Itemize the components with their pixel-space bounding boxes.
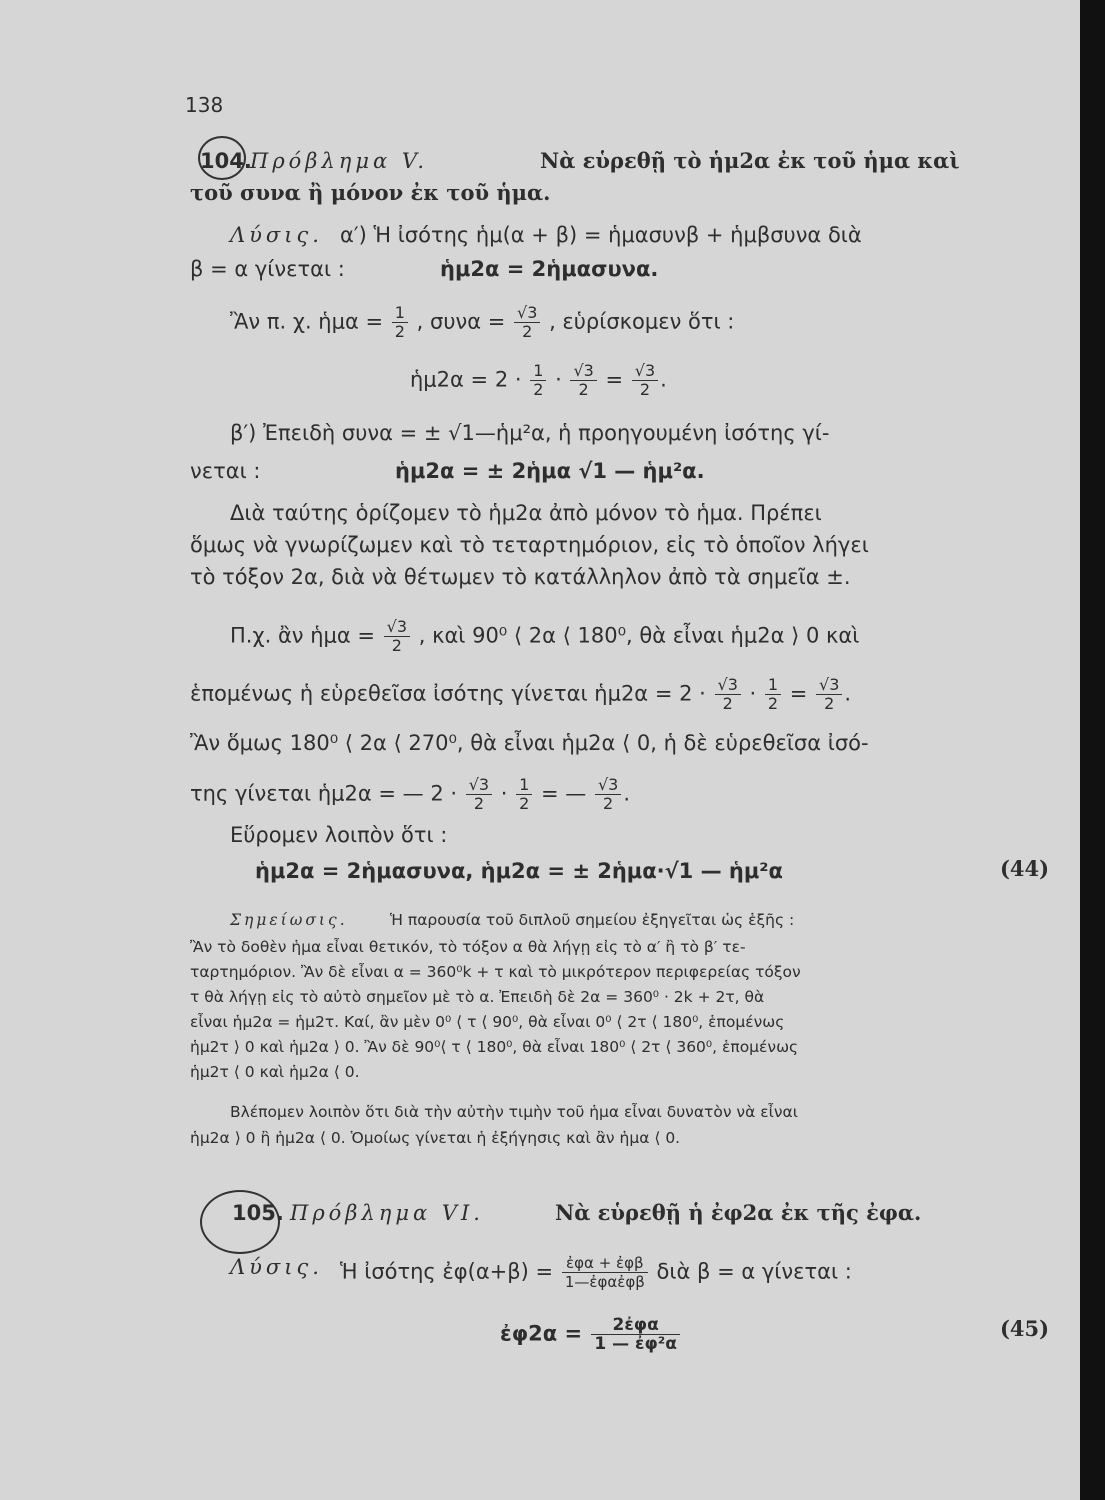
- text-line-11: ἑπομένως ἡ εὑρεθεῖσα ἰσότης γίνεται ἡμ2α = 2 · $\frac{√3}{2}$ · $\frac{1}{2}$ = $\frac{√3}{2}$ .: [190, 675, 852, 713]
- text-3b: , συνα =: [416, 309, 506, 334]
- text-line-13: της γίνεται ἡμ2α = — 2 · $\frac{√3}{2}$ · $\frac{1}{2}$ = — $\frac{√3}{2}$ .: [190, 775, 631, 813]
- note-line-8: Βλέπομεν λοιπὸν ὅτι διὰ τὴν αὐτὴν τιμὴν τοῦ ἡμα εἶναι δυνατὸν νὰ εἶναι: [230, 1103, 798, 1121]
- formula-tan2a: ἐφ2α = $\frac{\text{2ἐφα}}{\text{1 — ἐφ²α}}$: [500, 1316, 682, 1353]
- formula-summary: ἡμ2α = 2ἡμασυνα, ἡμ2α = ± 2ἡμα·√1 — ἡμ²α: [255, 859, 783, 883]
- note-line-5: εἶναι ἡμ2α = ἡμ2τ. Καί, ἂν μὲν 0⁰ ⟨ τ ⟨ 90⁰, θὰ εἶναι 0⁰ ⟨ 2τ ⟨ 180⁰, ἑπομένως: [190, 1013, 785, 1031]
- problem-105-number: 105.: [232, 1201, 284, 1225]
- problem-105-title: Νὰ εὑρεθῇ ἡ ἐφ2α ἐκ τῆς ἐφα.: [555, 1200, 922, 1225]
- note-line-1: Ἡ παρουσία τοῦ διπλοῦ σημείου ἐξηγεῖται ὡς ἑξῆς :: [390, 911, 795, 929]
- note-line-9: ἡμ2α ⟩ 0 ἢ ἡμ2α ⟨ 0. Ὁμοίως γίνεται ἡ ἐξήγησις καὶ ἂν ἡμα ⟨ 0.: [190, 1129, 681, 1147]
- problem-104-title-2: τοῦ συνα ἢ μόνον ἐκ τοῦ ἡμα.: [190, 180, 551, 205]
- fraction-c: $\frac{√3}{2}$: [632, 362, 658, 399]
- problem-105-label: Πρόβλημα VI.: [290, 1201, 484, 1225]
- text-line-12: Ἂν ὅμως 180⁰ ⟨ 2α ⟨ 270⁰, θὰ εἶναι ἡμ2α ⟨ 0, ἡ δὲ εὑρεθεῖσα ἰσό-: [190, 731, 869, 755]
- note-line-3: ταρτημόριον. Ἂν δὲ εἶναι α = 360⁰k + τ καὶ τὸ μικρότερον περιφερείας τόξον: [190, 963, 801, 981]
- fraction-sqrt3-half: $\frac{√3}{2}$: [514, 304, 540, 341]
- equation-number-45: (45): [1000, 1316, 1050, 1341]
- text-line-1: α′) Ἡ ἰσότης ἡμ(α + β) = ἡμασυνβ + ἡμβσυνα διὰ: [340, 223, 862, 247]
- note-line-4: τ θὰ λήγῃ εἰς τὸ αὐτὸ σημεῖον μὲ τὸ α. Ἐπειδὴ δὲ 2α = 360⁰ · 2k + 2τ, θὰ: [190, 988, 765, 1006]
- note-line-6: ἡμ2τ ⟩ 0 καὶ ἡμ2α ⟩ 0. Ἂν δὲ 90⁰⟨ τ ⟨ 180⁰, θὰ εἶναι 180⁰ ⟨ 2τ ⟨ 360⁰, ἑπομένως: [190, 1038, 799, 1056]
- fraction-h: $\frac{√3}{2}$: [466, 776, 492, 813]
- equation-number-44: (44): [1000, 856, 1050, 881]
- fraction-tan2a: $\frac{\text{2ἐφα}}{\text{1 — ἐφ²α}}$: [591, 1316, 680, 1353]
- fraction-d: $\frac{√3}{2}$: [384, 618, 410, 655]
- problem-104-label: Πρόβλημα V.: [250, 149, 429, 173]
- text-line-4: ἡμ2α = 2 · $\frac{1}{2}$ · $\frac{√3}{2}$ = $\frac{√3}{2}$ .: [410, 361, 667, 399]
- fraction-one-half: $\frac{1}{2}$: [392, 304, 408, 341]
- fraction-tan-sum: $\frac{\text{ἐφα + ἐφβ}}{\text{1—ἐφαἐφβ}}$: [562, 1254, 648, 1291]
- problem-104-title-1: Νὰ εὑρεθῇ τὸ ἡμ2α ἐκ τοῦ ἡμα καὶ: [540, 148, 960, 173]
- text-line-9: τὸ τόξον 2α, διὰ νὰ θέτωμεν τὸ κατάλληλον ἀπὸ τὰ σημεῖα ±.: [190, 565, 851, 589]
- formula-sin2a: ἡμ2α = 2ἡμασυνα.: [440, 257, 659, 281]
- text-line-14: Εὕρομεν λοιπὸν ὅτι :: [230, 823, 448, 847]
- page-number: 138: [185, 93, 224, 117]
- text-line-5: β′) Ἐπειδὴ συνα = ± √1—ἡμ²α, ἡ προηγουμένη ἰσότης γί-: [230, 421, 830, 445]
- text-4a: ἡμ2α = 2 ·: [410, 367, 522, 392]
- page-edge-shadow: [1080, 0, 1105, 1500]
- note-line-2: Ἂν τὸ δοθὲν ἡμα εἶναι θετικόν, τὸ τόξον α θὰ λήγῃ εἰς τὸ α′ ἢ τὸ β′ τε-: [190, 938, 746, 956]
- fraction-e: $\frac{√3}{2}$: [715, 676, 741, 713]
- solution-105-text: Ἡ ἰσότης ἐφ(α+β) = $\frac{\text{ἐφα + ἐφβ}}{\text{1—ἐφαἐφβ}}$ διὰ β = α γίνεται :: [340, 1254, 852, 1291]
- text-3c: , εὑρίσκομεν ὅτι :: [549, 309, 735, 334]
- fraction-i: $\frac{1}{2}$: [516, 776, 532, 813]
- note-line-7: ἡμ2τ ⟨ 0 καὶ ἡμ2α ⟨ 0.: [190, 1063, 360, 1081]
- note-label: Σημείωσις.: [230, 911, 348, 929]
- formula-sin2a-sqrt: ἡμ2α = ± 2ἡμα √1 — ἡμ²α.: [395, 459, 705, 483]
- fraction-a: $\frac{1}{2}$: [530, 362, 546, 399]
- solution-105-label: Λύσις.: [230, 1255, 323, 1279]
- fraction-g: $\frac{√3}{2}$: [816, 676, 842, 713]
- text-line-6a: νεται :: [190, 459, 261, 483]
- problem-104-number: 104.: [200, 149, 252, 173]
- solution-label: Λύσις.: [230, 223, 323, 247]
- text-line-3: [230, 304, 734, 341]
- text-line-2a: β = α γίνεται :: [190, 257, 345, 281]
- fraction-b: $\frac{√3}{2}$: [570, 362, 596, 399]
- fraction-j: $\frac{√3}{2}$: [595, 776, 621, 813]
- text-line-7: Διὰ ταύτης ὁρίζομεν τὸ ἡμ2α ἀπὸ μόνον τὸ ἡμα. Πρέπει: [230, 501, 822, 525]
- fraction-f: $\frac{1}{2}$: [765, 676, 781, 713]
- text-line-10: Π.χ. ἂν ἡμα = $\frac{√3}{2}$ , καὶ 90⁰ ⟨ 2α ⟨ 180⁰, θὰ εἶναι ἡμ2α ⟩ 0 καὶ: [230, 617, 860, 655]
- text-3a: Ἂν π. χ. ἡμα =: [230, 309, 384, 334]
- text-line-8: ὅμως νὰ γνωρίζωμεν καὶ τὸ τεταρτημόριον, εἰς τὸ ὁποῖον λήγει: [190, 533, 869, 557]
